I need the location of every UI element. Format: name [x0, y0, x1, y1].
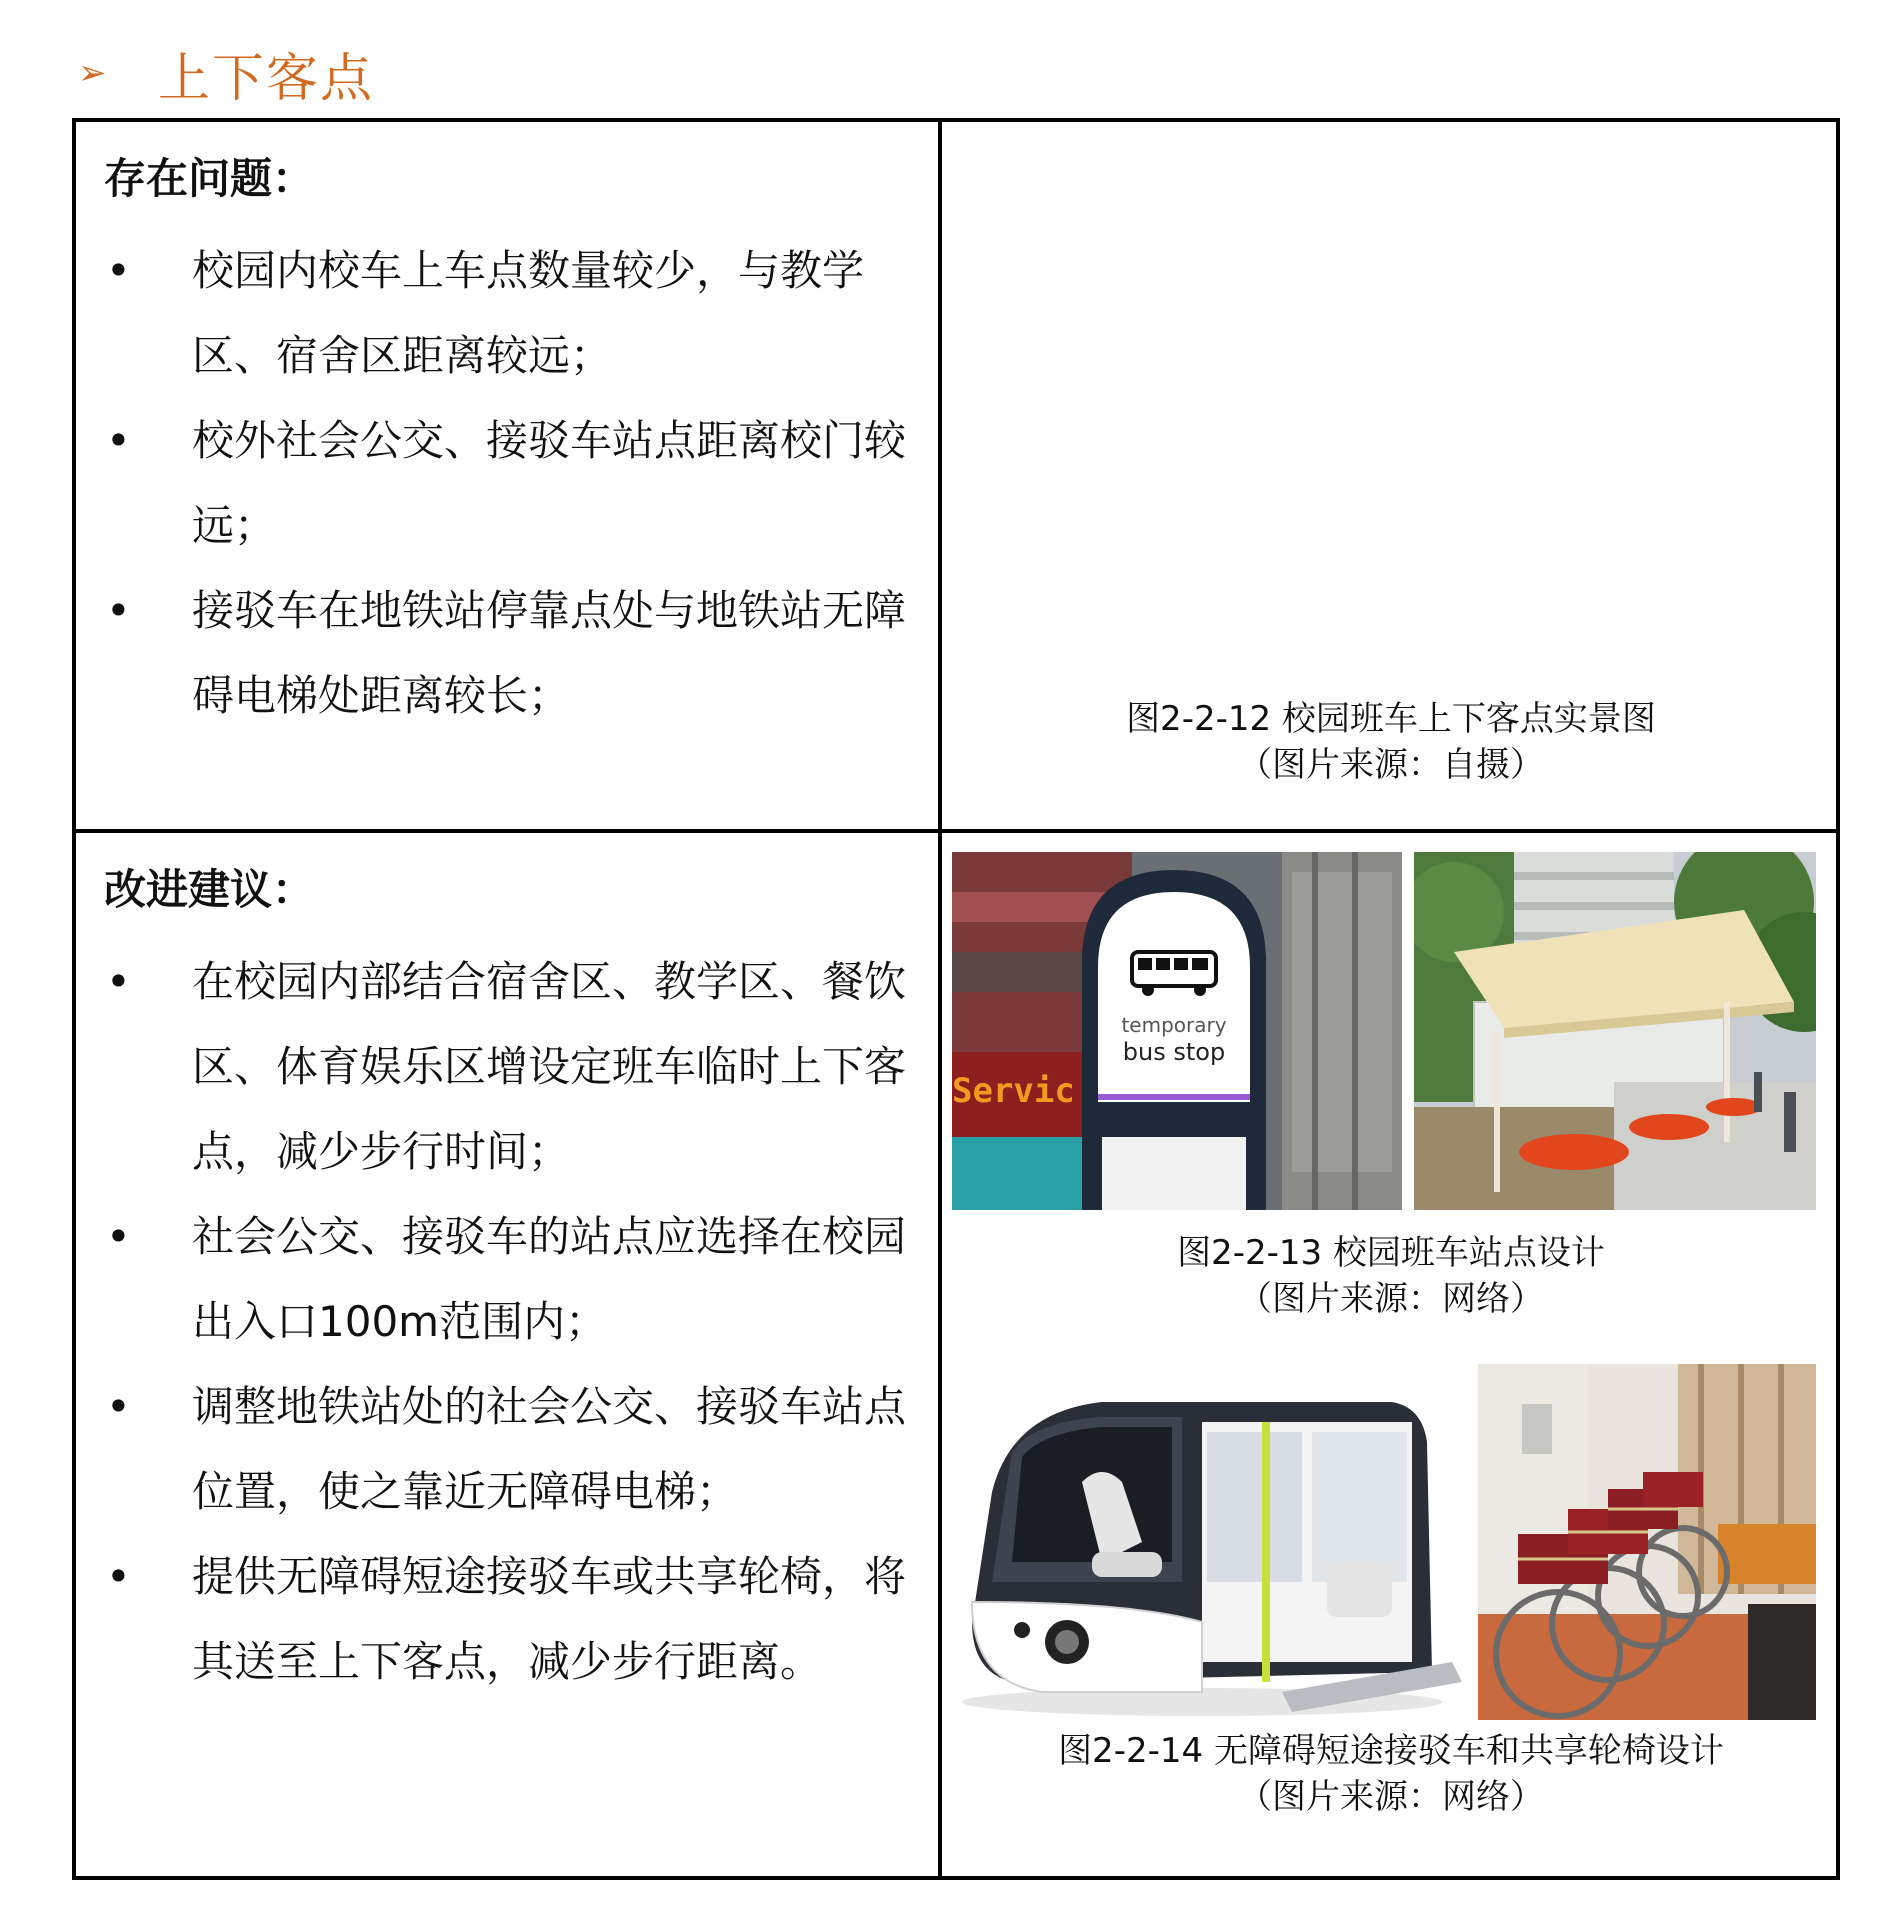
list-item: • 提供无障碍短途接驳车或共享轮椅，将其送至上下客点，减少步行距离。 — [104, 1534, 914, 1704]
bullet-icon: • — [106, 1212, 131, 1261]
content-table — [72, 118, 1840, 1880]
bullet-icon: • — [106, 1552, 131, 1601]
figure-13-caption — [942, 1230, 1840, 1322]
problems-cell — [104, 144, 914, 738]
suggestions-list — [104, 939, 914, 1704]
list-item: • 调整地铁站处的社会公交、接驳车站点位置，使之靠近无障碍电梯； — [104, 1364, 914, 1534]
row-divider — [76, 829, 1836, 833]
problems-list — [104, 228, 914, 738]
figure-12-source: （图片来源：自摄） — [1238, 745, 1544, 785]
shared-wheelchairs-photo — [1478, 1364, 1816, 1720]
sign-line-2: bus stop — [1122, 1038, 1226, 1066]
bus-stop-sign-photo — [952, 852, 1402, 1210]
shuttle-vehicle-photo — [952, 1362, 1482, 1722]
list-item: • 社会公交、接驳车的站点应选择在校园出入口100m范围内； — [104, 1194, 914, 1364]
figure-14-caption — [942, 1728, 1840, 1820]
list-item: • 校外社会公交、接驳车站点距离校门较远； — [104, 398, 914, 568]
arrow-marker-icon: ➢ — [78, 53, 107, 93]
bullet-icon: • — [106, 246, 131, 295]
problems-title: 存在问题： — [104, 154, 315, 203]
column-divider — [938, 122, 942, 1876]
section-heading — [78, 38, 374, 108]
figure-12-title: 图2-2-12 校园班车上下客点实景图 — [1126, 699, 1656, 739]
suggestions-title: 改进建议： — [104, 865, 315, 914]
figure-14-title: 图2-2-14 无障碍短途接驳车和共享轮椅设计 — [1058, 1731, 1724, 1771]
list-item: • 在校园内部结合宿舍区、教学区、餐饮区、体育娱乐区增设定班车临时上下客点，减少步行时间； — [104, 939, 914, 1194]
figure-14-source: （图片来源：网络） — [1238, 1777, 1544, 1817]
list-item: • 校园内校车上车点数量较少，与教学区、宿舍区距离较远； — [104, 228, 914, 398]
sign-line-1: temporary — [1121, 1013, 1227, 1037]
bus-shelter-photo — [1414, 852, 1816, 1210]
figure-13-source: （图片来源：网络） — [1238, 1279, 1544, 1319]
figure-12-caption — [942, 696, 1840, 788]
bullet-icon: • — [106, 586, 131, 635]
bullet-icon: • — [106, 416, 131, 465]
bullet-icon: • — [106, 957, 131, 1006]
list-item: • 接驳车在地铁站停靠点处与地铁站无障碍电梯处距离较长； — [104, 568, 914, 738]
figure-13-title: 图2-2-13 校园班车站点设计 — [1177, 1233, 1605, 1273]
section-title: 上下客点 — [158, 48, 375, 109]
suggestions-cell — [104, 855, 914, 1704]
bus-display-text: Servic — [952, 1071, 1075, 1111]
bullet-icon: • — [106, 1382, 131, 1431]
